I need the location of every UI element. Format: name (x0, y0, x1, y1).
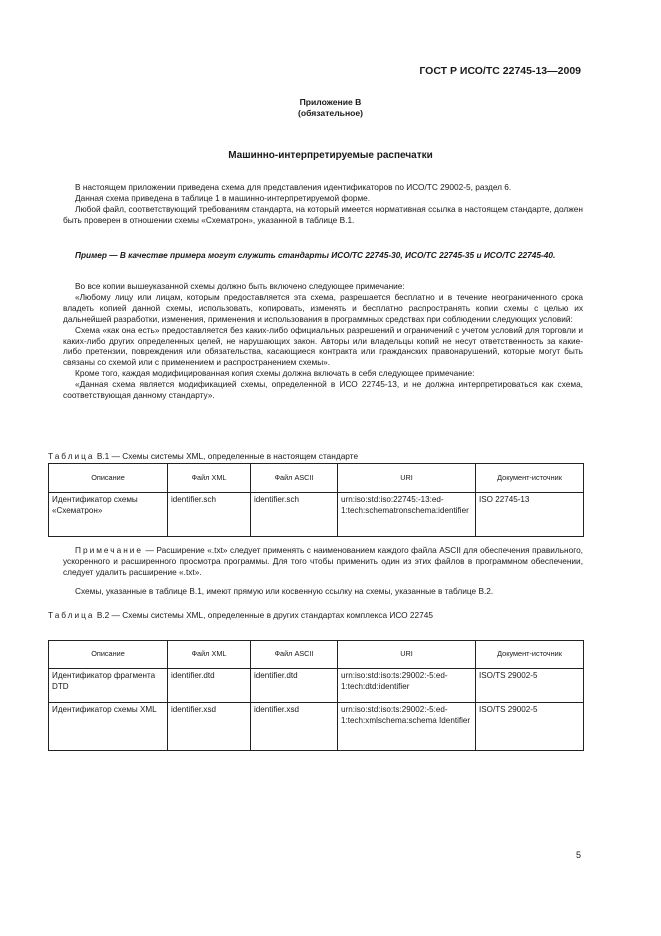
table-cell: Идентификатор схемы «Схематрон» (49, 493, 168, 537)
copyright-paragraph-3: Схема «как она есть» предоставляется без каких-либо официальных разрешений и ограничений с учетом условий для торговли и каких-либо других определенных целей, не нарушающих закон. Авторы или владельцы копий не несут ответственность за какие-либо претензии, повреждения или обязательства, касающиеся контракта или гражданских правонарушений, которые могут быть связаны со схемой или с применением и распространением схемы». (63, 324, 583, 368)
intro-paragraph-1: В настоящем приложении приведена схема для представления идентификаторов по ИСО/ТС 29002-5, раздел 6. (75, 182, 512, 192)
annex-heading (0, 97, 661, 119)
table1-caption (48, 451, 358, 462)
table2-label: Таблица (48, 610, 95, 620)
annex-title: Приложение В (299, 97, 362, 107)
table-row (49, 669, 584, 703)
intro-paragraph-2: Данная схема приведена в таблице 1 в машинно-интерпретируемой форме. (75, 192, 371, 203)
table-cell: Идентификатор схемы XML (49, 703, 168, 751)
section-title: Машинно-интерпретируемые распечатки (228, 150, 433, 161)
copyright-paragraph-1: Во все копии вышеуказанной схемы должно быть включено следующее примечание: (75, 281, 405, 291)
intro-block (63, 182, 583, 226)
table-cell: urn:iso:std:iso:ts:29002:-5:ed-1:tech:xmlschema:schema Identifier (338, 703, 476, 751)
intro-paragraph-3: Любой файл, соответствующий требованиям стандарта, на который имеется нормативная ссылка в настоящем стандарте, должен быть проверен в отношении схемы «Схематрон», указанной в таблице В.1. (63, 203, 583, 225)
example-block (63, 250, 583, 261)
table-cell: identifier.dtd (168, 669, 251, 703)
table1-header: Описание (49, 464, 168, 493)
table-cell: identifier.sch (251, 493, 338, 537)
table2-header-row (49, 641, 584, 669)
table-row (49, 493, 584, 537)
table-cell: identifier.dtd (251, 669, 338, 703)
table1-header: URI (338, 464, 476, 493)
example-paragraph: Пример — В качестве примера могут служить стандарты ИСО/ТС 22745-30, ИСО/ТС 22745-35 и ИСО/ТС 22745-40. (75, 250, 556, 260)
table1-header: Файл XML (168, 464, 251, 493)
table-cell: identifier.xsd (168, 703, 251, 751)
table2-header: URI (338, 641, 476, 669)
copyright-paragraph-2: «Любому лицу или лицам, которым предоставляется эта схема, разрешается бесплатно и в течение неограниченного срока владеть копией данной схемы, использовать, копировать, изменять и бесплатно распространять копии схемы с целью их дальнейшей разработки, изменения, применения и использования в программных средствах при соблюдении следующих условий: (63, 291, 583, 324)
reference-paragraph: Схемы, указанные в таблице В.1, имеют прямую или косвенную ссылку на схемы, указанные в таблице В.2. (75, 586, 494, 596)
page-number: 5 (576, 850, 582, 860)
table2-title: В.2 — Схемы системы XML, определенные в других стандартах комплекса ИСО 22745 (96, 610, 434, 620)
copyright-paragraph-4: Кроме того, каждая модифицированная копия схемы должна включать в себя следующее примечание: (75, 368, 475, 379)
table1-label: Таблица (48, 451, 95, 461)
table-cell: ISO/TS 29002-5 (476, 669, 584, 703)
table-cell: identifier.xsd (251, 703, 338, 751)
table1-header-row (49, 464, 584, 493)
table1 (48, 463, 584, 537)
table-cell: urn:iso:std:iso:22745:-13:ed-1:tech:schematronschema:identifier (338, 493, 476, 537)
table2-header: Файл XML (168, 641, 251, 669)
table2-header: Документ-источник (476, 641, 584, 669)
copyright-paragraph-5: «Данная схема является модификацией схемы, определенной в ИСО 22745-13, и не должна интерпретироваться как схема, соответствующая данному стандарту». (63, 379, 583, 401)
annex-subtitle: (обязательное) (297, 108, 364, 118)
document-header: ГОСТ Р ИСО/ТС 22745-13—2009 (419, 65, 581, 77)
note-block (63, 545, 583, 578)
table-cell: ISO/TS 29002-5 (476, 703, 584, 751)
table1-header: Файл ASCII (251, 464, 338, 493)
table2-caption (48, 610, 433, 621)
copyright-block (63, 281, 583, 401)
note-label: Примечание (75, 545, 144, 555)
table-cell: ISO 22745-13 (476, 493, 584, 537)
table2-header: Файл ASCII (251, 641, 338, 669)
note-text: — Расширение «.txt» следует применять с наименованием каждого файла ASCII для обеспечения правильного, ускоренного и расширенного просмотра программы. Для того чтобы применить один из этих файлов в программном обеспечении, следует удалить расширение «.txt». (63, 545, 583, 577)
reference-block (63, 586, 583, 597)
table-cell: identifier.sch (168, 493, 251, 537)
table1-header: Документ-источник (476, 464, 584, 493)
table2-header: Описание (49, 641, 168, 669)
table1-title: В.1 — Схемы системы XML, определенные в настоящем стандарте (96, 451, 359, 461)
table-cell: Идентификатор фрагмента DTD (49, 669, 168, 703)
table-row (49, 703, 584, 751)
table2 (48, 640, 584, 751)
table-cell: urn:iso:std:iso:ts:29002:-5:ed-1:tech:dtd:identifier (338, 669, 476, 703)
note-paragraph (63, 545, 583, 578)
